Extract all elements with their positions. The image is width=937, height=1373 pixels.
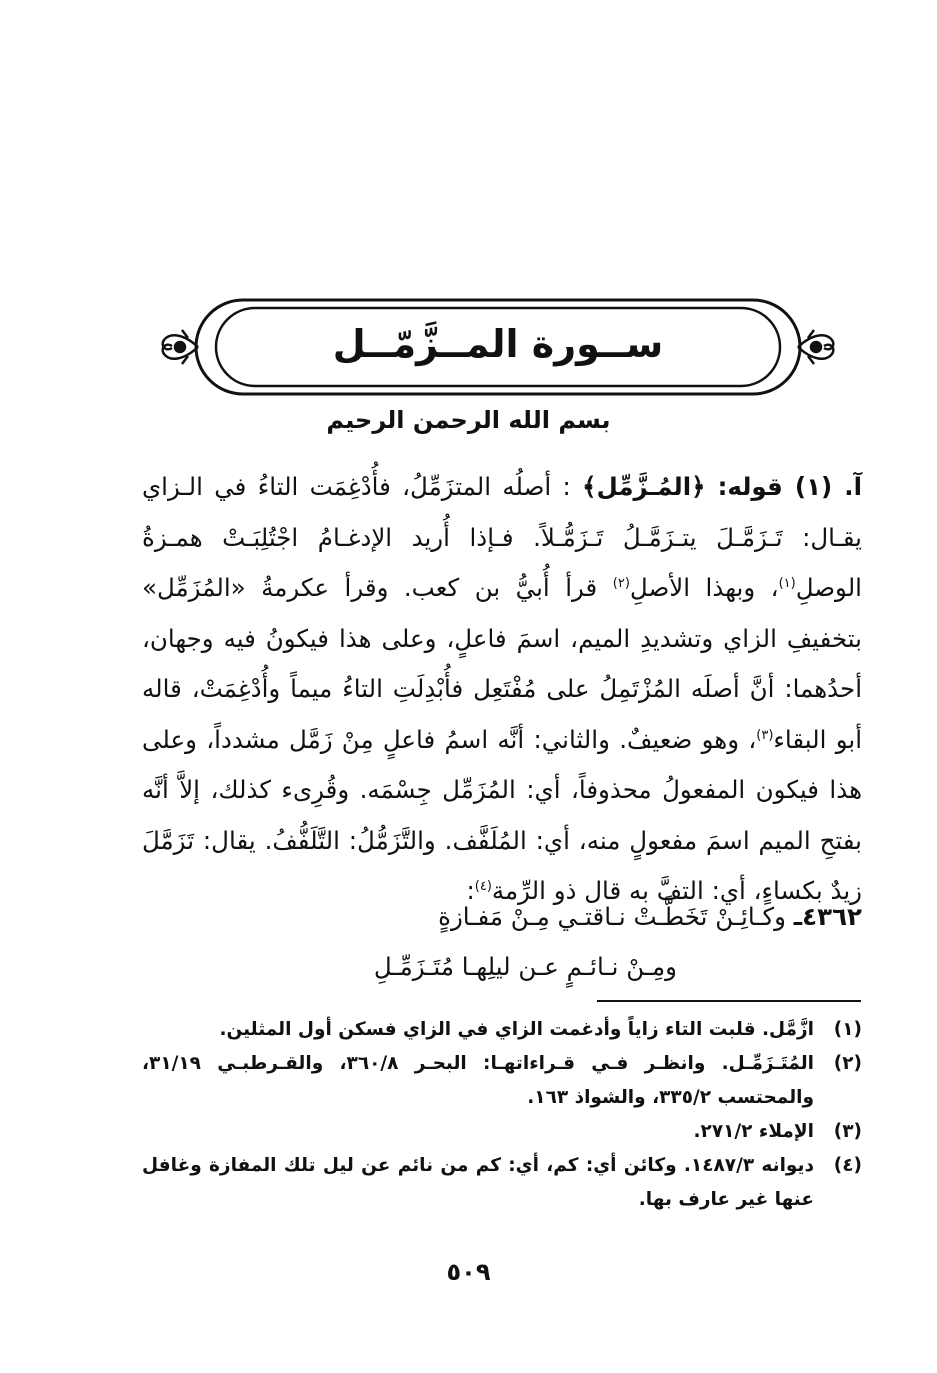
poem-line-1 (142, 892, 862, 942)
footnote-ref-1[interactable]: (١) (778, 575, 796, 591)
footnote-4 (142, 1149, 862, 1217)
footnote-number: (١) (833, 1019, 862, 1040)
footnote-number: (٤) (833, 1155, 862, 1176)
footnote-text: ديوانه ١٤٨٧/٣. وكائن أي: كم، أي: كم من نائم عن ليل تلك المفازة وغافل عنها غير عارف بها. (142, 1155, 814, 1210)
footnote-text: الإملاء ٢٧١/٢. (693, 1121, 814, 1142)
footnotes (142, 1013, 862, 1217)
footnote-divider (597, 1000, 861, 1002)
footnote-ref-3[interactable]: (٣) (756, 727, 774, 743)
text-segment-a: : أصلُه المتزَمِّلُ، فأُدْغِمَت التاءُ في الـزاي يقـال: تَـزَمَّـلَ يتـزَمَّـلُ تَـزَمُّـلاً. فـإذا أُريد الإدغـامُ اجْتُلِبَـتْ همـزةُ الوصلِ (142, 472, 862, 602)
footnote-3 (142, 1115, 862, 1149)
commentary-paragraph (142, 462, 862, 917)
footnote-ref-4[interactable]: (٤) (474, 878, 492, 894)
footnote-1 (142, 1013, 862, 1047)
footnote-2 (142, 1047, 862, 1115)
text-segment-b: ، وبهذا الأصلِ (629, 573, 779, 602)
page-number: ٥٠٩ (446, 1258, 491, 1286)
poem-verse (142, 892, 862, 992)
poem-number: ٤٣٦٢ـ (793, 902, 862, 931)
poem-line-2: ومِـنْ نـائـمٍ عـن ليلِهـا مُتَـزَمِّـلِ (373, 952, 677, 981)
surah-title-frame (158, 294, 838, 400)
footnote-text: المُتَـزَمِّـل. وانظـر فـي قـراءاتهـا: البحـر ٣٦٠/٨، والقـرطبـي ٣١/١٩، والمحتسب ٣٣٥/٢، والشواذ ١٦٣. (142, 1053, 814, 1108)
text-segment-c: قرأ أُبيُّ بن كعب. وقرأ عكرمةُ «المُزَمِّل» بتخفيفِ الزاي وتشديدِ الميم، اسمَ فاعلٍ، وعلى هذا فيكونُ فيه وجهان، أحدُهما: أنَّ أصلَه المُزْتَمِلُ على مُفْتَعِل فأُبْدِلَتِ التاءُ ميماً وأُدْغِمَتْ، قاله أبو البقاء (142, 573, 862, 754)
footnote-text: ازَّمَّل. قلبت التاء زاياً وأدغمت الزاي في الزاي فسكن أول المثلين. (219, 1019, 814, 1040)
footnote-ref-2[interactable]: (٢) (612, 575, 630, 591)
verse-reference: آ. (١) قوله: ﴿المُـزَّمِّل﴾ (582, 472, 863, 501)
surah-title: ســورة المــزَّمّــل (332, 322, 664, 366)
text-segment-d: ، وهو ضعيفٌ. والثاني: أنَّه اسمُ فاعلٍ مِنْ زَمَّل مشدداً، وعلى هذا فيكون المفعولُ محذوفاً، أي: المُزَمِّل جِسْمَه. وقُرِىء كذلك، إلاَّ أنَّه بفتحِ الميم اسمَ مفعولٍ منه، أي: المُلَفَّف. والتَّزَمُّلُ: التَّلَفُّفُ. يقال: تَزَمَّلَ زيدٌ بكساءٍ، أي: التفَّ به قال ذو الرِّمة (142, 724, 862, 905)
footnote-number: (٣) (833, 1121, 862, 1142)
footnote-number: (٢) (833, 1053, 862, 1074)
text-segment-e: : (466, 876, 475, 905)
poem-hemistich-1: وكـائِـنْ تَخَطَّـتْ نـاقتـي مِـنْ مَفـازةٍ (438, 902, 786, 931)
basmala: بسم الله الرحمن الرحيم (326, 406, 611, 434)
